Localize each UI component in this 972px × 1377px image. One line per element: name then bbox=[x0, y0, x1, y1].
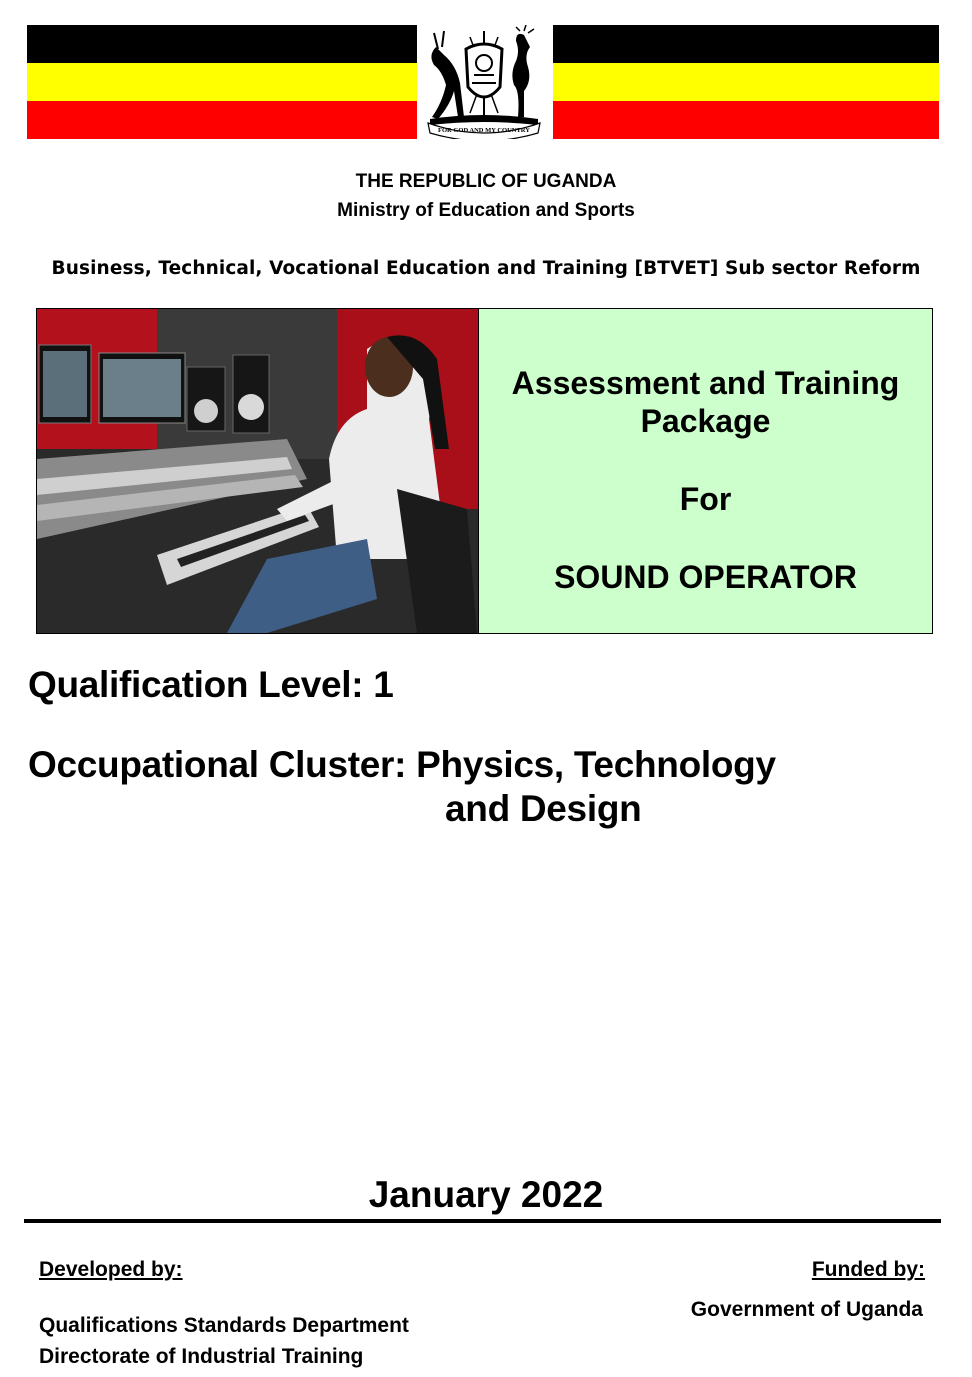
developed-by-line-2: Directorate of Industrial Training bbox=[39, 1345, 364, 1368]
flag-band-black bbox=[27, 25, 417, 63]
title-line-2: Package bbox=[640, 403, 771, 439]
reform-title: Business, Technical, Vocational Education and Training [BTVET] Sub sector Reform bbox=[51, 258, 921, 279]
coat-of-arms-icon bbox=[420, 25, 548, 139]
flag-band-yellow bbox=[27, 63, 417, 101]
title-for: For bbox=[679, 481, 732, 517]
flag-left bbox=[27, 25, 417, 139]
title-line-1: Assessment and Training bbox=[511, 365, 900, 401]
studio-photo-illustration bbox=[37, 309, 479, 633]
studio-photo bbox=[36, 308, 480, 634]
ministry-title: Ministry of Education and Sports bbox=[337, 200, 635, 221]
title-box bbox=[478, 308, 933, 634]
emblem-motto: FOR GOD AND MY COUNTRY bbox=[438, 127, 530, 134]
flag-band-yellow bbox=[553, 63, 939, 101]
developed-by-line-1: Qualifications Standards Department bbox=[39, 1314, 409, 1337]
flag-right bbox=[553, 25, 939, 139]
occupational-cluster-line-1: Occupational Cluster: Physics, Technology bbox=[28, 744, 776, 785]
flag-band-red bbox=[27, 101, 417, 139]
divider bbox=[24, 1219, 941, 1223]
title-occupation: SOUND OPERATOR bbox=[554, 559, 857, 595]
republic-title: THE REPUBLIC OF UGANDA bbox=[355, 171, 617, 192]
publication-date: January 2022 bbox=[368, 1174, 604, 1215]
developed-by-label: Developed by: bbox=[39, 1258, 183, 1281]
qualification-level: Qualification Level: 1 bbox=[28, 664, 394, 705]
funded-by-label: Funded by: bbox=[811, 1258, 925, 1281]
flag-band-red bbox=[553, 101, 939, 139]
funded-by-line: Government of Uganda bbox=[690, 1298, 923, 1321]
occupational-cluster-line-2: and Design bbox=[445, 788, 642, 829]
flag-band-black bbox=[553, 25, 939, 63]
